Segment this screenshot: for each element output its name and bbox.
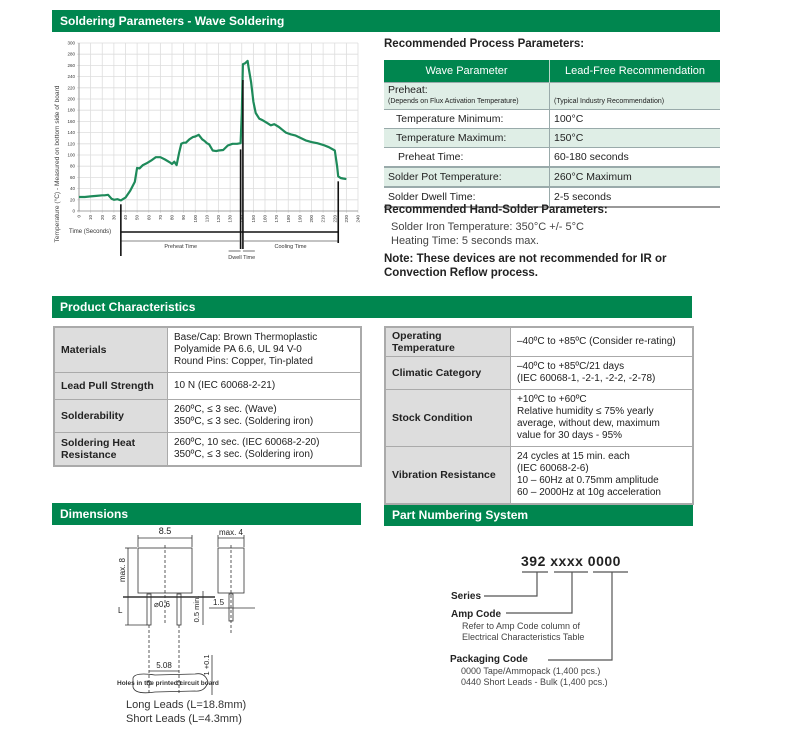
tolerance-dim: 1 +0.1: [202, 654, 211, 676]
packaging-code-desc: [461, 666, 608, 688]
value-line: 350ºC, ≤ 3 sec. (Soldering iron): [174, 449, 314, 460]
y-tick-label: 140: [67, 130, 75, 136]
preheat-value-note: (Typical Industry Recommendation): [554, 98, 665, 105]
table-row: [385, 447, 693, 505]
characteristic-value: [511, 357, 694, 390]
characteristic-name: Operating Temperature: [385, 327, 511, 357]
value-cell: 2-5 seconds: [550, 187, 721, 207]
value-line: +10ºC to +60ºC: [517, 394, 587, 405]
cooling-time-label: Cooling Time: [274, 244, 307, 250]
y-tick-label: 20: [69, 197, 75, 203]
y-tick-label: 100: [67, 152, 75, 158]
section-header-product: [52, 296, 692, 318]
characteristic-value: [168, 400, 362, 433]
packaging-code-label: Packaging Code: [450, 654, 528, 665]
y-tick-label: 120: [67, 141, 75, 147]
table-row: [54, 373, 361, 400]
x-tick-label: 140: [239, 215, 245, 223]
value-cell: 150°C: [550, 129, 721, 148]
part-number: [521, 553, 621, 569]
value-line: 260ºC, ≤ 3 sec. (Wave): [174, 404, 277, 415]
value-cell: 260°C Maximum: [550, 167, 721, 187]
holes-caption: Holes in the printed circuit board: [117, 680, 219, 687]
x-tick-label: 30: [111, 215, 117, 221]
y-tick-label: 280: [67, 51, 75, 57]
note-line: Convection Reflow process.: [384, 267, 539, 279]
depth-dim: max. 4: [218, 528, 244, 537]
y-tick-label: 300: [67, 40, 75, 46]
characteristic-name: Lead Pull Strength: [54, 373, 168, 400]
width-dim: 8.5: [158, 526, 172, 536]
process-title: Recommended Process Parameters:: [384, 38, 585, 50]
x-tick-label: 60: [146, 215, 152, 221]
characteristic-name: Materials: [54, 327, 168, 373]
x-axis-label: Time (Seconds): [69, 229, 112, 235]
x-tick-label: 0: [76, 215, 82, 218]
y-tick-label: 160: [67, 118, 75, 124]
param-cell: Temperature Maximum:: [384, 129, 550, 148]
value-line: Round Pins: Copper, Tin-plated: [174, 356, 313, 367]
characteristic-value: [511, 327, 694, 357]
x-tick-label: 90: [181, 215, 187, 221]
series-code: 392: [521, 553, 546, 569]
process-table: [384, 60, 720, 208]
value-line: Base/Cap: Brown Thermoplastic: [174, 332, 318, 343]
x-tick-label: 100: [192, 215, 198, 223]
x-tick-label: 180: [285, 215, 291, 223]
table-row: [54, 327, 361, 373]
phase-annotations: [121, 80, 338, 256]
long-leads: Long Leads (L=18.8mm): [126, 699, 247, 711]
table-row: [384, 129, 720, 148]
value-line: (IEC 60068-1, -2-1, -2-2, -2-78): [517, 373, 656, 384]
x-tick-label: 40: [123, 215, 128, 221]
value-line: 260ºC, 10 sec. (IEC 60068-2-20): [174, 437, 320, 448]
param-cell: Solder Pot Temperature:: [384, 167, 550, 187]
min-dim: 0.5 min.: [192, 595, 201, 623]
y-axis-label: Temperature (°C) - Measured on bottom side of board: [54, 85, 61, 243]
column-header: Wave Parameter: [384, 60, 550, 83]
characteristic-name: Climatic Category: [385, 357, 511, 390]
characteristic-value: [168, 373, 362, 400]
x-tick-label: 70: [157, 215, 163, 221]
y-tick-label: 200: [67, 96, 75, 102]
x-tick-label: 130: [227, 215, 233, 223]
lead-length-dim: L: [118, 606, 123, 615]
table-row: [384, 83, 720, 110]
reflow-note: [384, 252, 666, 280]
param-cell: Solder Dwell Time:: [384, 187, 550, 207]
x-tick-label: 110: [204, 215, 210, 223]
soldering-profile-chart: [50, 36, 370, 261]
table-row: [384, 110, 720, 129]
x-tick-label: 80: [169, 215, 175, 221]
section-header-dimensions: [52, 503, 361, 525]
preheat-note: (Depends on Flux Activation Temperature): [388, 98, 519, 105]
section-title: Soldering Parameters - Wave Soldering: [60, 14, 285, 28]
value-line: value for 30 days - 95%: [517, 430, 623, 441]
table-row: [385, 390, 693, 447]
value-line: –40ºC to +85ºC (Consider re-rating): [517, 336, 676, 347]
value-line: Polyamide PA 6.6, UL 94 V-0: [174, 344, 302, 355]
table-row: [54, 433, 361, 467]
table-row: [54, 400, 361, 433]
dimensions-drawing: [95, 525, 325, 695]
desc-line: 0440 Short Leads - Bulk (1,400 pcs.): [461, 677, 608, 687]
section-title: Product Characteristics: [60, 300, 196, 314]
iron-temperature: Solder Iron Temperature: 350°C +/- 5°C: [391, 221, 584, 233]
value-cell: 100°C: [550, 110, 721, 129]
heating-time: Heating Time: 5 seconds max.: [391, 235, 539, 247]
preheat-label: Preheat:: [388, 84, 428, 96]
lead-diameter-dim: ⌀0.6: [154, 600, 170, 609]
value-line: 350ºC, ≤ 3 sec. (Soldering iron): [174, 416, 314, 427]
y-tick-label: 80: [69, 163, 75, 169]
value-line: 24 cycles at 15 min. each: [517, 451, 630, 462]
table-row: [384, 148, 720, 168]
param-cell: Preheat Time:: [384, 148, 550, 168]
section-title: Part Numbering System: [392, 507, 529, 522]
value-line: 10 – 60Hz at 0.75mm amplitude: [517, 475, 659, 486]
note-line: Note: These devices are not recommended for IR or: [384, 253, 667, 265]
section-header-soldering: [52, 10, 720, 32]
table-row: [385, 327, 693, 357]
packaging-code: 0000: [587, 553, 621, 569]
product-characteristics-left: [53, 326, 362, 467]
table-row: [385, 357, 693, 390]
value-line: Relative humidity ≤ 75% yearly: [517, 406, 654, 417]
value-line: (IEC 60068-2-6): [517, 463, 589, 474]
y-tick-label: 180: [67, 107, 75, 113]
value-cell: 60-180 seconds: [550, 148, 721, 168]
amp-code: xxxx: [550, 553, 584, 569]
amp-code-label: Amp Code: [451, 609, 501, 620]
y-tick-label: 40: [69, 186, 75, 192]
x-tick-label: 240: [355, 215, 361, 223]
x-tick-label: 190: [297, 215, 303, 223]
table-row: [384, 167, 720, 187]
series-label: Series: [451, 591, 482, 602]
value-line: –40ºC to +85ºC/21 days: [517, 361, 625, 372]
characteristic-value: [511, 447, 694, 505]
characteristic-value: [168, 327, 362, 373]
characteristic-name: Solderability: [54, 400, 168, 433]
y-tick-labels: [67, 41, 75, 214]
value-line: 10 N (IEC 60068-2-21): [174, 380, 276, 391]
y-tick-label: 240: [67, 74, 75, 80]
preheat-time-label: Preheat Time: [164, 244, 198, 250]
x-tick-label: 200: [309, 215, 314, 223]
x-tick-labels: [77, 215, 361, 223]
column-header: Lead-Free Recommendation: [550, 60, 721, 83]
hand-solder-title: Recommended Hand-Solder Parameters:: [384, 204, 608, 216]
offset-dim: 1.5: [213, 598, 225, 607]
param-cell: Temperature Minimum:: [384, 110, 550, 129]
desc-line: 0000 Tape/Ammopack (1,400 pcs.): [461, 666, 601, 676]
dwell-time-label: Dwell Time: [228, 255, 256, 261]
lead-options: [126, 698, 246, 726]
y-tick-label: 220: [67, 85, 75, 91]
height-dim: max. 8: [118, 557, 127, 583]
characteristic-name: Vibration Resistance: [385, 447, 511, 505]
x-tick-label: 210: [320, 215, 326, 223]
value-line: average, without dew, maximum: [517, 418, 660, 429]
hand-solder-params: [391, 220, 584, 248]
x-tick-label: 160: [262, 215, 268, 223]
characteristic-value: [511, 390, 694, 447]
section-header-part-numbering: [384, 503, 693, 526]
x-tick-label: 120: [216, 215, 221, 223]
section-title: Dimensions: [60, 507, 129, 521]
profile-curve: [79, 61, 346, 201]
x-tick-label: 50: [134, 215, 140, 221]
desc-line: Electrical Characteristics Table: [462, 632, 585, 642]
amp-code-desc: [462, 621, 584, 643]
characteristic-name: Stock Condition: [385, 390, 511, 447]
y-tick-label: 60: [69, 174, 75, 180]
chart-grid: [77, 43, 358, 213]
x-tick-label: 10: [88, 215, 94, 221]
pitch-dim: 5.08: [156, 661, 172, 670]
x-tick-label: 170: [274, 215, 280, 223]
characteristic-value: [168, 433, 362, 467]
x-tick-label: 220: [332, 215, 338, 223]
y-tick-label: 260: [67, 62, 75, 68]
y-tick-label: 0: [72, 208, 75, 214]
x-tick-label: 20: [99, 215, 105, 221]
short-leads: Short Leads (L=4.3mm): [126, 713, 242, 725]
x-tick-label: 230: [343, 215, 349, 223]
product-characteristics-right: [384, 326, 694, 505]
x-tick-label: 150: [250, 215, 256, 223]
value-line: 60 – 2000Hz at 10g acceleration: [517, 487, 661, 498]
characteristic-name: Soldering Heat Resistance: [54, 433, 168, 467]
desc-line: Refer to Amp Code column of: [462, 621, 581, 631]
